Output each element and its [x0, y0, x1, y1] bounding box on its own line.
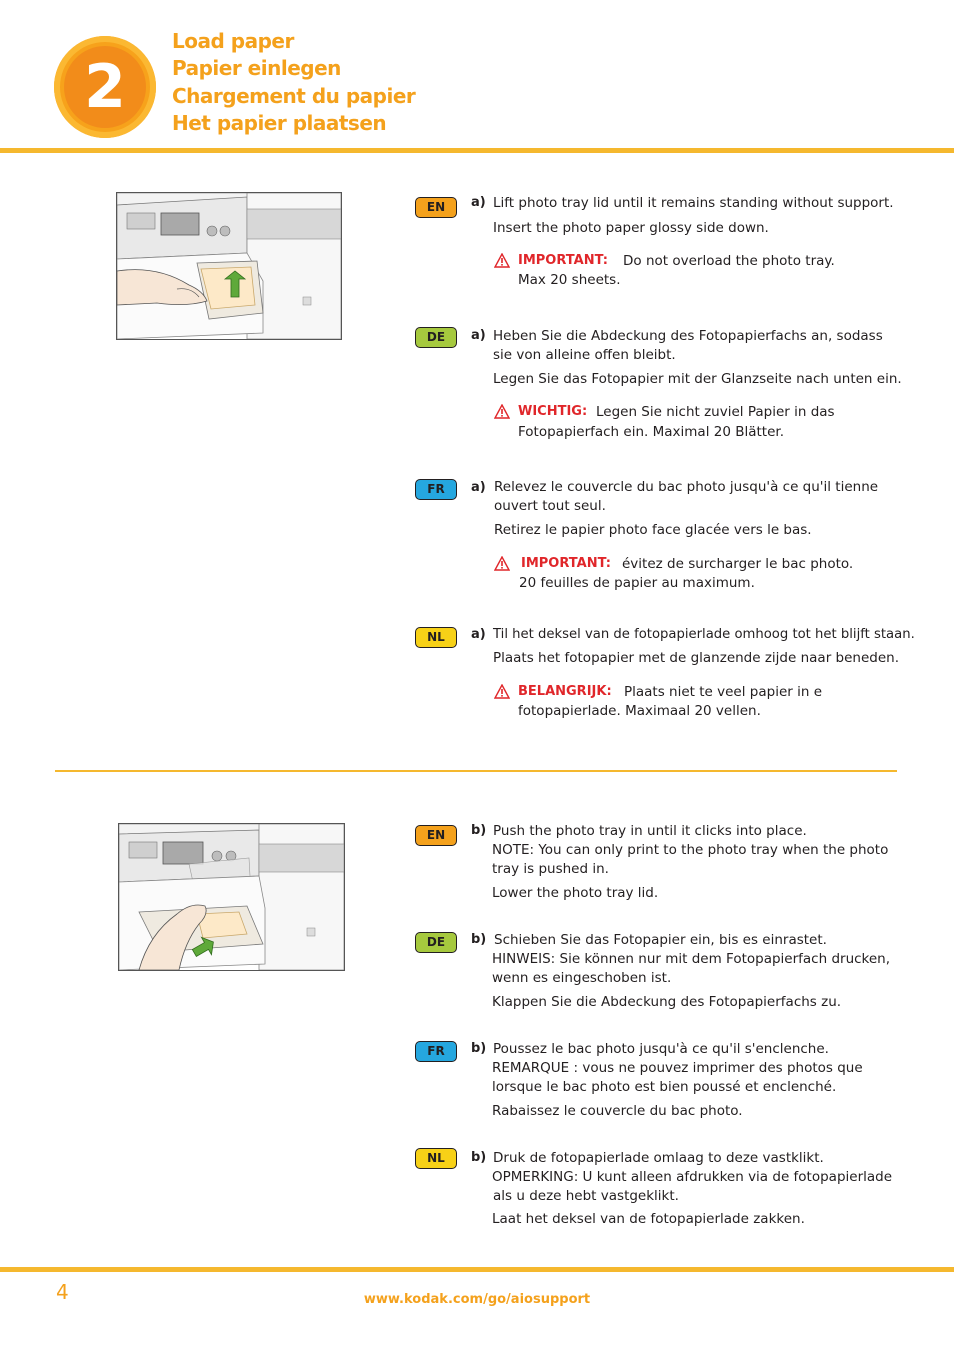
step-b-nl-line1: Druk de fotopapierlade omlaag to deze vastklikt. — [493, 1150, 824, 1166]
step-number: 2 — [84, 52, 126, 122]
step-b-fr-line1: Poussez le bac photo jusqu'à ce qu'il s'enclenche. — [493, 1041, 829, 1057]
illustration-push-photo-tray — [118, 823, 345, 971]
warning-label-de: WICHTIG: — [518, 404, 588, 419]
step-b-en-line1: Push the photo tray in until it clicks into place. — [493, 823, 807, 839]
support-url-link[interactable]: www.kodak.com/go/aiosupport — [363, 1292, 591, 1307]
step-a-fr-line2: Retirez le papier photo face glacée vers le bas. — [494, 522, 812, 538]
warning-label-en: IMPORTANT: — [518, 253, 608, 268]
warning-en-line1: Do not overload the photo tray. — [623, 253, 835, 269]
step-b-en-line3: tray is pushed in. — [492, 861, 609, 877]
warning-icon — [494, 404, 510, 419]
warning-en-line2: Max 20 sheets. — [518, 272, 621, 288]
header-rule — [0, 148, 954, 153]
lang-badge-fr: FR — [415, 479, 457, 500]
title-nl: Het papier plaatsen — [172, 111, 387, 135]
step-b-fr-line4: Rabaissez le couvercle du bac photo. — [492, 1103, 743, 1119]
footer-rule — [0, 1267, 954, 1272]
step-b-en-line2: NOTE: You can only print to the photo tray when the photo — [492, 842, 889, 858]
warning-icon — [494, 684, 510, 699]
warning-de-line1: Legen Sie nicht zuviel Papier in das — [596, 404, 835, 420]
step-b-fr-line3: lorsque le bac photo est bien poussé et enclenché. — [492, 1079, 837, 1095]
step-b-nl-line4: Laat het deksel van de fotopapierlade zakken. — [492, 1211, 805, 1227]
step-a-en-line2: Insert the photo paper glossy side down. — [493, 220, 769, 236]
warning-label-nl: BELANGRIJK: — [518, 684, 612, 699]
step-a-nl-line2: Plaats het fotopapier met de glanzende zijde naar beneden. — [493, 650, 900, 666]
lang-badge-nl: NL — [415, 627, 457, 648]
illustration-load-photo-paper — [116, 192, 342, 340]
step-b-de-line4: Klappen Sie die Abdeckung des Fotopapierfachs zu. — [492, 994, 842, 1010]
printer-illustration-a — [117, 193, 341, 339]
printer-illustration-b — [119, 824, 344, 970]
section-divider — [55, 770, 897, 772]
step-b-en-line4: Lower the photo tray lid. — [492, 885, 659, 901]
step-letter-a-nl: a) — [471, 627, 486, 642]
step-letter-b-en: b) — [471, 823, 487, 838]
step-number-badge — [54, 36, 156, 138]
step-b-nl-line3: als u deze hebt vastgeklikt. — [493, 1188, 679, 1204]
page-number: 4 — [56, 1280, 69, 1304]
warning-nl-line1: Plaats niet te veel papier in e — [624, 684, 822, 700]
title-en: Load paper — [172, 29, 294, 53]
step-letter-b-nl: b) — [471, 1150, 487, 1165]
step-b-fr-line2: REMARQUE : vous ne pouvez imprimer des photos que — [492, 1060, 863, 1076]
title-de: Papier einlegen — [172, 56, 341, 80]
warning-fr-line2: 20 feuilles de papier au maximum. — [519, 575, 755, 591]
step-a-fr-line1: Relevez le couvercle du bac photo jusqu'à ce qu'il tienne — [494, 479, 879, 495]
step-letter-a-en: a) — [471, 195, 486, 210]
step-a-nl-line1: Til het deksel van de fotopapierlade omhoog tot het blijft staan. — [493, 627, 915, 642]
step-letter-a-de: a) — [471, 328, 486, 343]
lang-badge-en: EN — [415, 197, 457, 218]
warning-de-line2: Fotopapierfach ein. Maximal 20 Blätter. — [518, 424, 784, 440]
step-b-de-line2: HINWEIS: Sie können nur mit dem Fotopapierfach drucken, — [492, 951, 891, 967]
step-a-de-line2: Legen Sie das Fotopapier mit der Glanzseite nach unten ein. — [493, 371, 902, 387]
lang-badge-fr: FR — [415, 1041, 457, 1062]
lang-badge-en: EN — [415, 825, 457, 846]
lang-badge-nl: NL — [415, 1148, 457, 1169]
warning-icon — [494, 253, 510, 268]
lang-badge-de: DE — [415, 932, 457, 953]
step-b-de-line3: wenn es eingeschoben ist. — [492, 970, 672, 986]
step-b-nl-line2: OPMERKING: U kunt alleen afdrukken via de fotopapierlade — [492, 1169, 893, 1185]
warning-label-fr: IMPORTANT: — [521, 556, 611, 571]
step-b-de-line1: Schieben Sie das Fotopapier ein, bis es einrastet. — [494, 932, 827, 948]
warning-icon — [494, 556, 510, 571]
step-a-de-line1: Heben Sie die Abdeckung des Fotopapierfachs an, sodass — [493, 328, 883, 344]
warning-fr-line1: évitez de surcharger le bac photo. — [622, 556, 854, 572]
step-letter-b-fr: b) — [471, 1041, 487, 1056]
step-a-fr-line1b: ouvert tout seul. — [494, 498, 606, 514]
step-a-de-line1b: sie von alleine offen bleibt. — [493, 347, 676, 363]
step-letter-a-fr: a) — [471, 480, 486, 495]
title-fr: Chargement du papier — [172, 84, 416, 108]
lang-badge-de: DE — [415, 327, 457, 348]
warning-nl-line2: fotopapierlade. Maximaal 20 vellen. — [518, 703, 761, 719]
step-letter-b-de: b) — [471, 932, 487, 947]
step-a-en-line1: Lift photo tray lid until it remains standing without support. — [493, 195, 894, 211]
